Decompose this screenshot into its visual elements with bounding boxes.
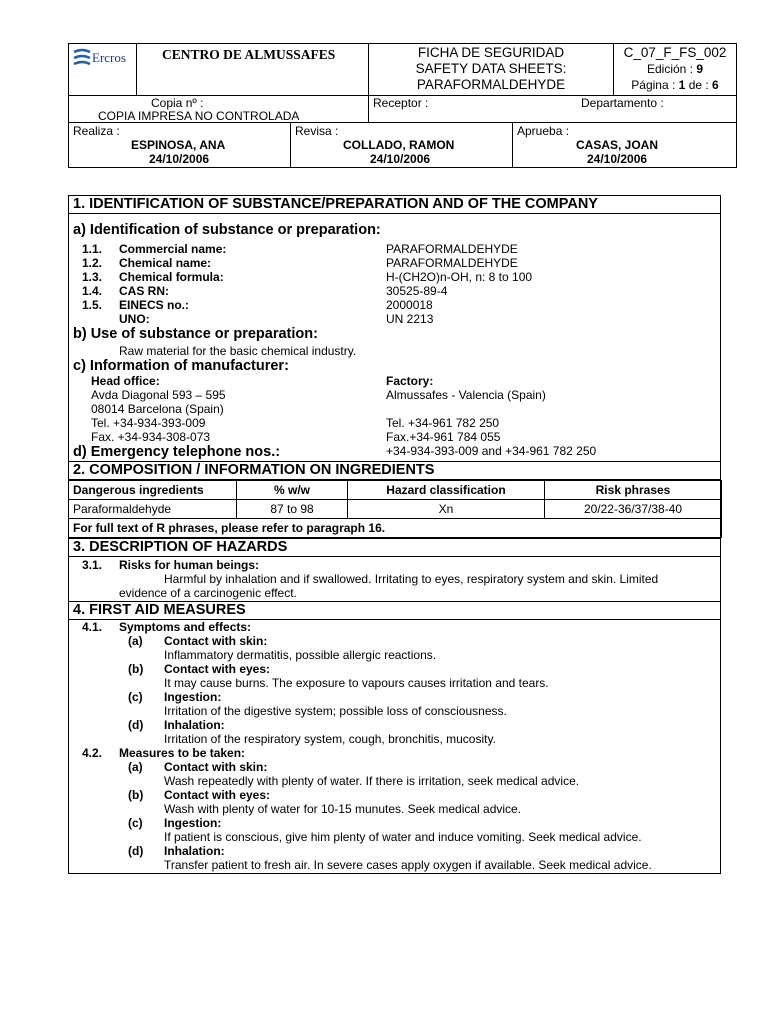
s4-p1-label: Symptoms and effects: [119, 620, 252, 634]
factory-line: Tel. +34-961 782 250 [386, 416, 500, 430]
s1-item-num: 1.4. [82, 284, 103, 298]
s1-item-value: 30525-89-4 [386, 284, 448, 298]
s1-item-num: 1.1. [82, 242, 103, 256]
list-item-letter: (d) [128, 844, 144, 858]
revisa-name: COLLADO, RAMON [343, 138, 455, 152]
head-office-line: Avda Diagonal 593 – 595 [91, 388, 226, 402]
s1-c-title: c) Information of manufacturer: [73, 358, 289, 374]
s1-d-text: +34-934-393-009 and +34-961 782 250 [386, 444, 597, 458]
list-item-letter: (c) [128, 816, 143, 830]
edition [614, 61, 736, 77]
list-item-label: Inhalation: [164, 844, 225, 858]
s1-item-value: 2000018 [386, 298, 433, 312]
realiza-date: 24/10/2006 [149, 152, 210, 166]
s1-item-label: EINECS no.: [119, 298, 190, 312]
edition-value: 9 [696, 62, 704, 76]
list-item-label: Contact with eyes: [164, 788, 271, 802]
ercros-logo-icon [73, 48, 91, 68]
s4-p1-num: 4.1. [82, 620, 103, 634]
header-title-cell [369, 44, 614, 96]
s3-label: Risks for human beings: [119, 558, 260, 572]
header-code-cell [614, 44, 737, 96]
list-item-letter: (d) [128, 718, 144, 732]
ercros-logo [73, 48, 137, 68]
list-item-text: Wash with plenty of water for 10-15 munutes. Seek medical advice. [164, 802, 522, 816]
logo-text: Ercros [92, 50, 126, 65]
aprueba-cell [513, 123, 737, 168]
s1-item-label: Chemical name: [119, 256, 212, 270]
table-header-row [69, 481, 722, 500]
doc-code: C_07_F_FS_002 [623, 45, 727, 60]
page-label: Página : [631, 78, 676, 92]
list-item-text: Transfer patient to fresh air. In severe cases apply oxygen if available. Seek medical advice. [164, 858, 652, 872]
table-note: For full text of R phrases, please refer to paragraph 16. [69, 519, 722, 538]
s1-b-text: Raw material for the basic chemical industry. [119, 344, 357, 358]
s1-item-num: 1.3. [82, 270, 103, 284]
approval-table [68, 122, 737, 168]
list-item-label: Contact with skin: [164, 634, 268, 648]
revisa-label: Revisa : [295, 124, 339, 138]
list-item-text: Wash repeatedly with plenty of water. If there is irritation, seek medical advice. [164, 774, 580, 788]
composition-table [68, 480, 722, 538]
list-item-text: Irritation of the respiratory system, cough, bronchitis, mucosity. [164, 732, 496, 746]
table-cell: 87 to 98 [237, 500, 348, 519]
list-item-label: Inhalation: [164, 718, 225, 732]
col-header: Dangerous ingredients [69, 481, 237, 500]
s3-num: 3.1. [82, 558, 103, 572]
section-2-title: 2. COMPOSITION / INFORMATION ON INGREDIENTS [68, 461, 721, 480]
s1-item-value: PARAFORMALDEHYDE [386, 256, 518, 270]
aprueba-date: 24/10/2006 [587, 152, 648, 166]
title-en: SAFETY DATA SHEETS: [415, 61, 567, 76]
copy-label: Copia nº : [151, 96, 204, 110]
realiza-label: Realiza : [73, 124, 120, 138]
s1-item-label: Chemical formula: [119, 270, 224, 284]
page-of: de : [688, 78, 709, 92]
head-office-label: Head office: [91, 374, 160, 388]
s3-text-2: evidence of a carcinogenic effect. [119, 586, 297, 600]
copy-text: COPIA IMPRESA NO CONTROLADA [98, 109, 300, 123]
revisa-cell [291, 123, 513, 168]
list-item-label: Ingestion: [164, 690, 222, 704]
s1-item-value: PARAFORMALDEHYDE [386, 242, 518, 256]
s1-item-num: 1.5. [82, 298, 103, 312]
s4-p2-label: Measures to be taken: [119, 746, 246, 760]
s1-item-label: UNO: [119, 312, 150, 326]
edition-label: Edición : [646, 62, 693, 76]
table-cell: Xn [348, 500, 545, 519]
col-header: Risk phrases [545, 481, 722, 500]
departamento-label: Departamento : [581, 96, 664, 110]
list-item-text: It may cause burns. The exposure to vapours causes irritation and tears. [164, 676, 549, 690]
s1-b-title: b) Use of substance or preparation: [73, 326, 318, 342]
s1-item-label: CAS RN: [119, 284, 169, 298]
s4-p2-num: 4.2. [82, 746, 103, 760]
list-item-label: Ingestion: [164, 816, 222, 830]
realiza-name: ESPINOSA, ANA [131, 138, 226, 152]
page-info [614, 77, 736, 93]
col-header: % w/w [237, 481, 348, 500]
receptor-label: Receptor : [373, 96, 429, 110]
head-office-line: Tel. +34-934-393-009 [91, 416, 206, 430]
copy-cell [69, 96, 369, 123]
list-item-label: Contact with skin: [164, 760, 268, 774]
section-3-title: 3. DESCRIPTION OF HAZARDS [68, 538, 721, 557]
s1-item-value: H-(CH2O)n-OH, n: 8 to 100 [386, 270, 533, 284]
s1-d-title: d) Emergency telephone nos.: [73, 444, 281, 460]
list-item-label: Contact with eyes: [164, 662, 271, 676]
list-item-letter: (c) [128, 690, 143, 704]
header-table [68, 43, 737, 96]
table-note-row [69, 519, 722, 538]
list-item-text: Inflammatory dermatitis, possible allergic reactions. [164, 648, 437, 662]
list-item-letter: (b) [128, 662, 144, 676]
section-4-title: 4. FIRST AID MEASURES [68, 601, 721, 620]
table-row [69, 500, 722, 519]
head-office-line: 08014 Barcelona (Spain) [91, 402, 224, 416]
logo-divider [136, 44, 137, 96]
header-company-cell [69, 44, 369, 96]
factory-line: Fax.+34-961 784 055 [386, 430, 501, 444]
revisa-date: 24/10/2006 [370, 152, 431, 166]
receptor-cell [369, 96, 737, 123]
aprueba-label: Aprueba : [517, 124, 570, 138]
product-name: PARAFORMALDEHYDE [416, 77, 566, 92]
title-es: FICHA DE SEGURIDAD [417, 45, 565, 60]
aprueba-name: CASAS, JOAN [576, 138, 659, 152]
s3-text-1: Harmful by inhalation and if swallowed. Irritating to eyes, respiratory system and skin. Limited [164, 572, 659, 586]
col-header: Hazard classification [348, 481, 545, 500]
factory-line: Almussafes - Valencia (Spain) [386, 388, 546, 402]
list-item-letter: (a) [128, 760, 143, 774]
s1-item-label: Commercial name: [119, 242, 227, 256]
table-cell: Paraformaldehyde [69, 500, 237, 519]
table-cell: 20/22-36/37/38-40 [545, 500, 722, 519]
s1-item-value: UN 2213 [386, 312, 434, 326]
head-office-line: Fax. +34-934-308-073 [91, 430, 211, 444]
list-item-text: If patient is conscious, give him plenty of water and induce vomiting. Seek medical advice. [164, 830, 642, 844]
center-name: CENTRO DE ALMUSSAFES [162, 47, 336, 62]
copy-table [68, 95, 737, 123]
head-office-label-text: Head office [91, 374, 156, 388]
list-item-letter: (a) [128, 634, 143, 648]
page-num: 1 [678, 78, 686, 92]
realiza-cell [69, 123, 291, 168]
list-item-letter: (b) [128, 788, 144, 802]
s1-item-num: 1.2. [82, 256, 103, 270]
page-total: 6 [712, 78, 719, 92]
section-1-title: 1. IDENTIFICATION OF SUBSTANCE/PREPARATION AND OF THE COMPANY [68, 195, 721, 214]
list-item-text: Irritation of the digestive system; possible loss of consciousness. [164, 704, 507, 718]
s1-a-title: a) Identification of substance or preparation: [73, 222, 381, 238]
factory-label: Factory: [386, 374, 434, 388]
